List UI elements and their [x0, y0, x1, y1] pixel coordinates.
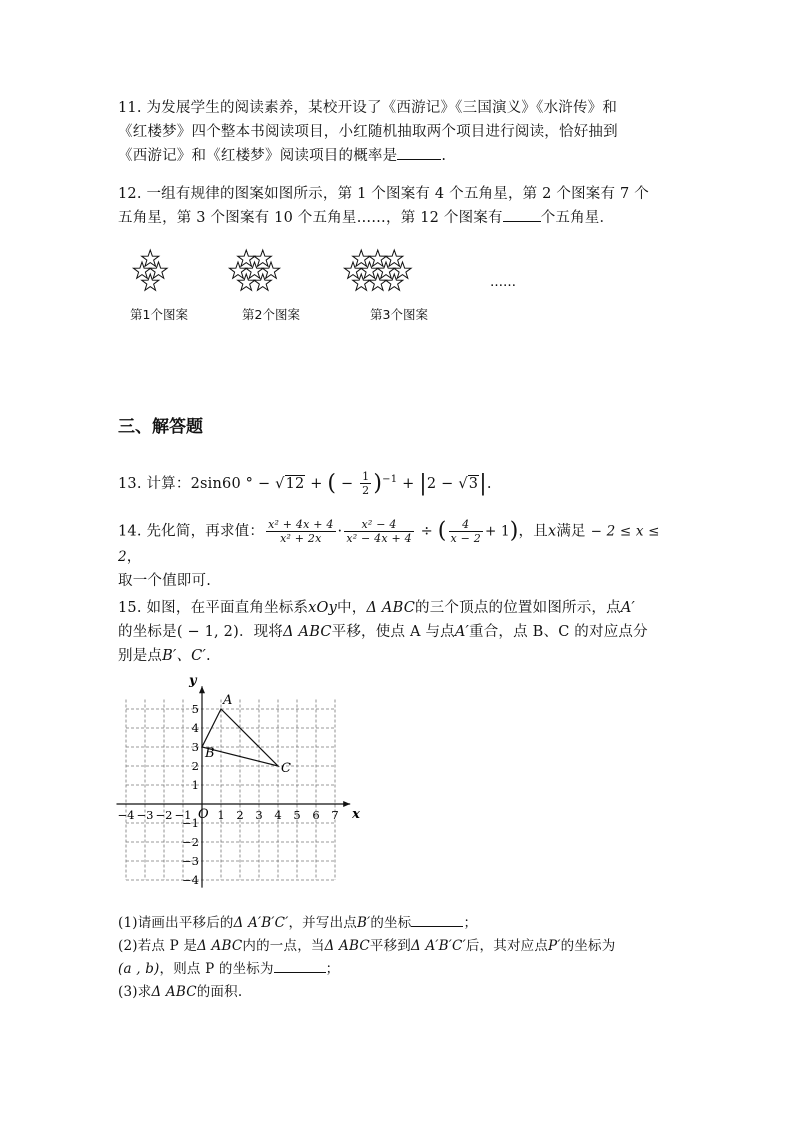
- answer-blank[interactable]: [274, 958, 326, 973]
- q15-line3: [118, 644, 678, 668]
- q13-plus: +: [305, 475, 328, 492]
- q15-point-a-prime: A′: [454, 624, 470, 640]
- answer-blank[interactable]: [411, 912, 463, 927]
- y-tick-label: −2: [182, 835, 199, 849]
- y-tick-label: 3: [191, 740, 199, 754]
- question-15: [118, 596, 678, 668]
- q13-frac-den: 2: [362, 484, 370, 498]
- q15-l3b: .: [205, 648, 211, 664]
- x-tick-label: 1: [217, 808, 225, 822]
- subq-2-f: ，则点 P 的坐标为: [159, 961, 274, 977]
- q14-fraction-1: [266, 518, 335, 545]
- q12-line2: [118, 206, 678, 230]
- q11-end: .: [441, 148, 447, 164]
- q14-var-x: x: [547, 523, 557, 540]
- origin-label: O: [198, 807, 209, 822]
- q11-line2: 《红楼梦》四个整本书阅读项目，小红随机抽取两个项目进行阅读，恰好抽到: [118, 124, 618, 140]
- y-tick-label: −3: [182, 854, 199, 868]
- subq-2-d: 后，其对应点: [465, 938, 549, 954]
- point-p-prime: P′: [548, 938, 561, 954]
- vertex-label-c: C: [281, 761, 291, 776]
- pattern-label-2: 第2个图案: [242, 307, 300, 322]
- star-icon: [386, 250, 403, 266]
- subq-1-a: (1)请画出平移后的: [118, 915, 234, 931]
- triangle-abc: Δ ABC: [151, 984, 197, 1000]
- q11-line3-text: 《西游记》和《红楼梦》阅读项目的概率是: [118, 148, 398, 164]
- q15-triangle: Δ ABC: [366, 600, 416, 616]
- q15-xoy: xOy: [308, 600, 338, 616]
- q15-coord: ( − 1, 2): [176, 624, 239, 640]
- star-icon: [142, 250, 159, 266]
- q15-l2d: 重合，点 B、C 的对应点分: [469, 624, 648, 640]
- pattern-label-1: 第1个图案: [130, 307, 188, 322]
- coord-ab: (a , b): [118, 961, 160, 977]
- triangle-abc: Δ ABC: [197, 938, 243, 954]
- q15-l2b: ．现将: [238, 624, 284, 640]
- pattern-ellipsis: ……: [490, 275, 516, 290]
- star-icon: [353, 250, 370, 266]
- q14-condition: − 2 ≤ x ≤ 2: [118, 523, 660, 565]
- q11-line1: 11. 为发展学生的阅读素养，某校开设了《西游记》《三国演义》《水浒传》和: [118, 100, 618, 116]
- vertex-label-b: B: [205, 746, 215, 761]
- x-tick-label: −3: [136, 808, 154, 822]
- q14-fraction-2: [344, 518, 413, 545]
- pattern-1: [133, 250, 167, 290]
- y-axis-label: y: [189, 673, 197, 689]
- y-tick-label: 5: [191, 702, 199, 716]
- q13-sqrt3: 3: [468, 475, 479, 492]
- subq-1: [118, 912, 678, 935]
- q14-prefix: 14. 先化简，再求值：: [118, 523, 265, 540]
- q14-line1: 14. 先化简，再求值： $\frac{\text{x² + 4x + 4}}{\text{x² + 2x}}$ · $\frac{\text{x² − 4}}{\text{x² − 4x + 4}}$ ÷ ( $\frac{4}{x - 2}$ + 1)，且x满足 − 2 ≤ x ≤ 2，: [118, 518, 660, 565]
- q15-l2a: 的坐标是: [118, 624, 177, 640]
- q15-l1b: 中，: [337, 600, 367, 616]
- y-tick-label: 4: [191, 721, 199, 735]
- x-tick-label: −2: [155, 808, 173, 822]
- x-tick-label: 5: [293, 808, 301, 822]
- subq-1-c: 的坐标: [370, 915, 412, 931]
- q15-l1c: 的三个顶点的位置如图所示，点: [415, 600, 621, 616]
- subq-3-b: 的面积.: [196, 984, 243, 1000]
- q14-plus-one: + 1: [484, 523, 510, 540]
- question-11: [118, 96, 678, 168]
- q14-f1-den: x² + 2x: [280, 532, 322, 545]
- x-tick-label: 6: [312, 808, 320, 822]
- star-icon: [254, 250, 271, 266]
- triangle-prime: Δ A′B′C′: [411, 938, 466, 954]
- q12-line1: 12. 一组有规律的图案如图所示，第 1 个图案有 4 个五角星，第 2 个图案有 7 个: [118, 186, 649, 202]
- vertex-label-a: A: [223, 693, 233, 708]
- q15-line2: [118, 620, 678, 644]
- sub-questions: [118, 912, 678, 1004]
- subq-2-c: 平移到: [369, 938, 411, 954]
- question-14: [118, 518, 678, 593]
- x-tick-label: −1: [174, 808, 192, 822]
- section-title: 三、解答题: [118, 417, 203, 437]
- q13-exponent: −1: [382, 474, 398, 485]
- star-icon: [369, 250, 386, 266]
- subq-2-b: 内的一点，当: [242, 938, 325, 954]
- q13-sqrt12: 12: [285, 475, 305, 492]
- x-tick-label: 2: [236, 808, 244, 822]
- x-tick-label: 3: [255, 808, 263, 822]
- q13-expr-a: 2sin60 ° −: [190, 475, 276, 492]
- subq-2-a: (2)若点 P 是: [118, 938, 198, 954]
- subq-3: [118, 981, 678, 1004]
- y-axis-arrow-icon: [199, 686, 205, 693]
- q14-fraction-3: [449, 518, 483, 545]
- triangle-prime: Δ A′B′C′: [233, 915, 289, 931]
- x-axis-arrow-icon: [343, 801, 350, 807]
- q13-end: .: [486, 475, 492, 492]
- q12-line2a: 五角星，第 3 个图案有 10 个五角星……，第 12 个图案有: [118, 210, 503, 226]
- q13-abs-expr: 2 −: [426, 475, 459, 492]
- point-b-prime: B′: [356, 915, 371, 931]
- q14-line2: 取一个值即可.: [118, 573, 212, 589]
- subq-2-g: ；: [325, 961, 340, 977]
- q13-frac-num: 1: [362, 470, 370, 484]
- q12-line2b: 个五角星．: [540, 210, 615, 226]
- subq-2-cont: [118, 958, 678, 981]
- q14-f1-num: x² + 4x + 4: [268, 518, 334, 531]
- pattern-label-3: 第3个图案: [370, 307, 428, 322]
- question-13: 13. 计算：2sin60 ° − √12 + ( − $\frac{1}{2}$ )$^{-1}$ + |2 − √3|.: [118, 470, 492, 498]
- subq-1-b: ，并写出点: [288, 915, 357, 931]
- pattern-3: [344, 250, 411, 290]
- q15-l3a: 别是点: [118, 648, 163, 664]
- q14-f3-den: x − 2: [450, 532, 481, 545]
- q15-l1a: 15. 如图，在平面直角坐标系: [118, 600, 309, 616]
- y-tick-label: 2: [191, 759, 199, 773]
- q14-f2-den: x² − 4x + 4: [346, 532, 412, 545]
- question-12: [118, 182, 678, 230]
- q15-triangle: Δ ABC: [283, 624, 332, 640]
- x-tick-label: 4: [274, 808, 282, 822]
- q15-l2c: 平移，使点 A 与点: [331, 624, 455, 640]
- x-axis-label: x: [352, 807, 360, 822]
- x-tick-label: −4: [117, 808, 135, 822]
- pattern-2: [229, 250, 279, 290]
- answer-blank[interactable]: [397, 145, 441, 160]
- q15-points-bc-prime: B′、C′: [162, 648, 206, 664]
- q14-mid: ，且: [518, 523, 548, 540]
- q13-fraction: [360, 470, 371, 497]
- x-tick-label: 7: [331, 808, 339, 822]
- subq-2-e: 的坐标为: [560, 938, 616, 954]
- q14-f3-num: 4: [449, 518, 483, 532]
- q14-f2-num: x² − 4: [344, 518, 413, 532]
- q13-prefix: 13. 计算：: [118, 475, 191, 492]
- subq-2: [118, 935, 678, 958]
- y-tick-label: 1: [191, 778, 199, 792]
- subq-3-a: (3)求: [118, 984, 152, 1000]
- subq-1-d: ；: [463, 915, 478, 931]
- q14-end: ，: [126, 549, 142, 565]
- triangle-abc: Δ ABC: [324, 938, 370, 954]
- q11-line3: [118, 144, 678, 168]
- q15-point-a-prime: A′: [620, 600, 635, 616]
- answer-blank[interactable]: [503, 207, 541, 222]
- y-tick-label: −1: [182, 816, 199, 830]
- y-tick-label: −4: [182, 873, 199, 887]
- q14-cond-text: 满足: [556, 523, 586, 540]
- coordinate-graph: [112, 673, 362, 888]
- q15-line1: [118, 596, 678, 620]
- star-patterns: [120, 244, 540, 296]
- star-icon: [238, 250, 255, 266]
